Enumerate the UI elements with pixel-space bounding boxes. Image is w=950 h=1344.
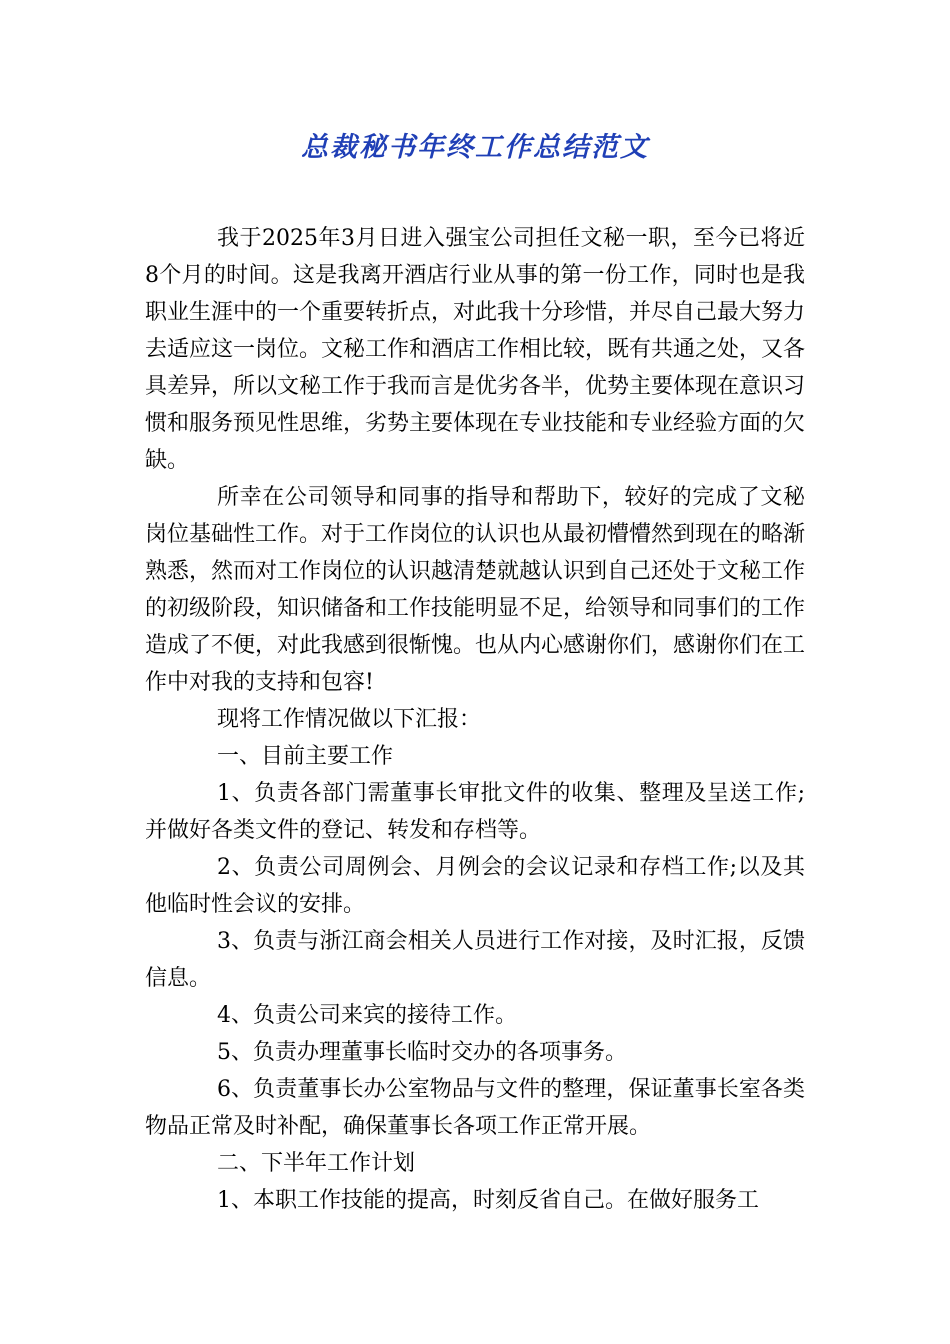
document-body xyxy=(145,220,805,1219)
list-item-current-work-1: 1、负责各部门需董事长审批文件的收集、整理及呈送工作;并做好各类文件的登记、转发和存档等。 xyxy=(145,781,805,843)
paragraph-intro: 我于2025年3月日进入强宝公司担任文秘一职，至今已将近8个月的时间。这是我离开酒店行业从事的第一份工作，同时也是我职业生涯中的一个重要转折点，对此我十分珍惜，并尽自己最大努力去适应这一岗位。文秘工作和酒店工作相比较，既有共通之处，又各具差异，所以文秘工作于我而言是优劣各半，优势主要体现在意识习惯和服务预见性思维，劣势主要体现在专业技能和专业经验方面的欠缺。 xyxy=(145,226,806,473)
list-item-current-work-3: 3、负责与浙江商会相关人员进行工作对接，及时汇报，反馈信息。 xyxy=(145,929,805,991)
list-item-plan-1: 1、本职工作技能的提高，时刻反省自己。在做好服务工 xyxy=(217,1188,759,1213)
section-heading-current-work: 一、目前主要工作 xyxy=(217,744,394,769)
paragraph-gratitude: 所幸在公司领导和同事的指导和帮助下，较好的完成了文秘岗位基础性工作。对于工作岗位的认识也从最初懵懵然到现在的略渐熟悉，然而对工作岗位的认识越清楚就越认识到自己还处于文秘工作的初级阶段，知识储备和工作技能明显不足，给领导和同事们的工作造成了不便，对此我感到很惭愧。也从内心感谢你们，感谢你们在工作中对我的支持和包容! xyxy=(145,485,806,695)
list-item-current-work-4: 4、负责公司来宾的接待工作。 xyxy=(217,1003,517,1028)
section-heading-plan: 二、下半年工作计划 xyxy=(217,1151,416,1176)
document-title: 总裁秘书年终工作总结范文 xyxy=(301,132,649,163)
list-item-current-work-2: 2、负责公司周例会、月例会的会议记录和存档工作;以及其他临时性会议的安排。 xyxy=(145,855,805,917)
list-item-current-work-6: 6、负责董事长办公室物品与文件的整理，保证董事长室各类物品正常及时补配，确保董事长各项工作正常开展。 xyxy=(145,1077,805,1139)
paragraph-report-lead: 现将工作情况做以下汇报： xyxy=(217,707,482,732)
list-item-current-work-5: 5、负责办理董事长临时交办的各项事务。 xyxy=(217,1040,627,1065)
